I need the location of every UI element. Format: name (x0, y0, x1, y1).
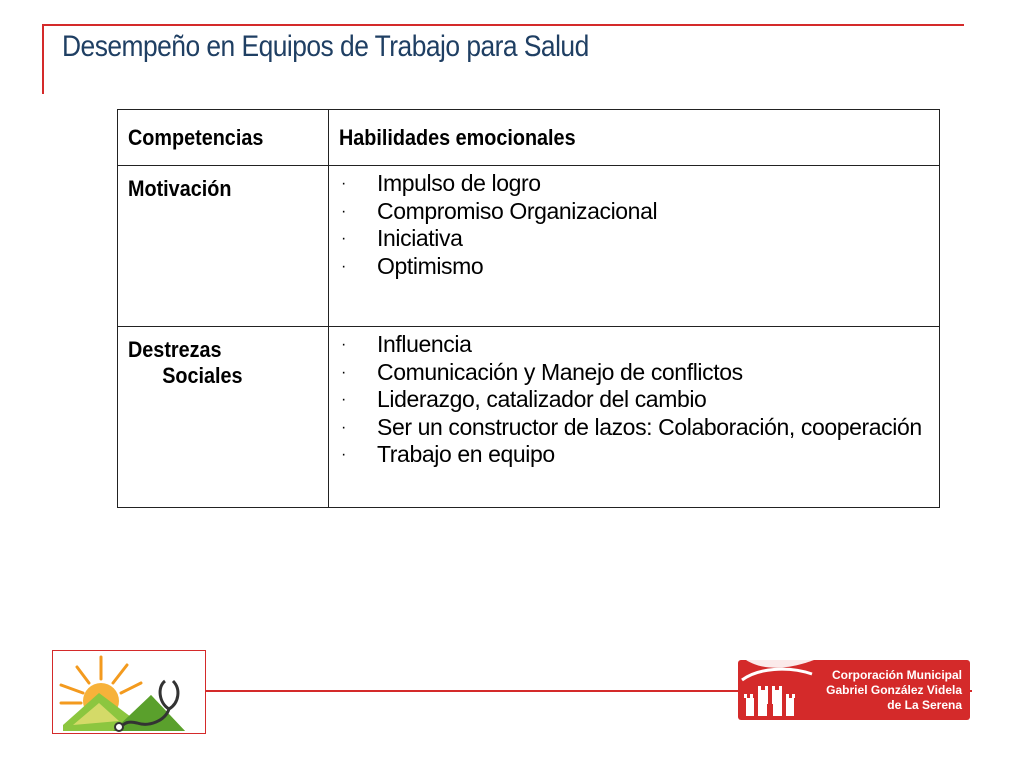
category-label: Destrezas (128, 337, 222, 362)
org-name-line1: Corporación Municipal (831, 668, 962, 682)
category-cell (118, 166, 329, 327)
list-item: · Influencia (341, 331, 472, 357)
bullet: · (341, 391, 346, 408)
header-competencias: Competencias (118, 110, 329, 166)
bullet: · (341, 363, 346, 381)
skill-list (339, 170, 927, 280)
header-habilidades: Habilidades emocionales (329, 110, 940, 166)
list-item: · Ser un constructor de lazos: Colaboración, cooperación (341, 413, 922, 440)
municipal-corporation-logo (738, 660, 970, 720)
list-item: · Iniciativa (341, 225, 463, 251)
bullet: · (341, 336, 346, 353)
list-item: · Liderazgo, catalizador del cambio (341, 386, 707, 412)
org-name (826, 668, 962, 713)
list-item: · Impulso de logro (341, 170, 541, 196)
competencies-table (117, 109, 940, 508)
list-item: · Trabajo en equipo (341, 441, 555, 467)
bullet: · (341, 175, 346, 192)
category-label-line2: Sociales (162, 363, 243, 388)
bullet: · (341, 418, 346, 436)
title-accent-line (42, 24, 964, 26)
bullet: · (341, 446, 346, 463)
title-accent-vertical-line (42, 24, 44, 94)
list-item: · Comunicación y Manejo de conflictos (341, 358, 743, 385)
bullet: · (341, 257, 346, 275)
org-name-line3: de La Serena (887, 698, 962, 712)
slide-title: Desempeño en Equipos de Trabajo para Salud (62, 30, 589, 63)
category-cell (118, 327, 329, 508)
skills-cell (329, 166, 940, 327)
list-item: · Optimismo (341, 252, 484, 279)
table-row (118, 166, 940, 327)
skill-list (339, 331, 927, 469)
health-logo (52, 650, 206, 734)
sun-mountain-stethoscope-icon (53, 651, 205, 733)
bullet: · (341, 230, 346, 247)
list-item: · Compromiso Organizacional (341, 197, 658, 224)
category-label: Motivación (128, 176, 232, 201)
table-header-row (118, 110, 940, 166)
skills-cell (329, 327, 940, 508)
table-row (118, 327, 940, 508)
bullet: · (341, 202, 346, 220)
org-name-line2: Gabriel González Videla (826, 683, 962, 697)
